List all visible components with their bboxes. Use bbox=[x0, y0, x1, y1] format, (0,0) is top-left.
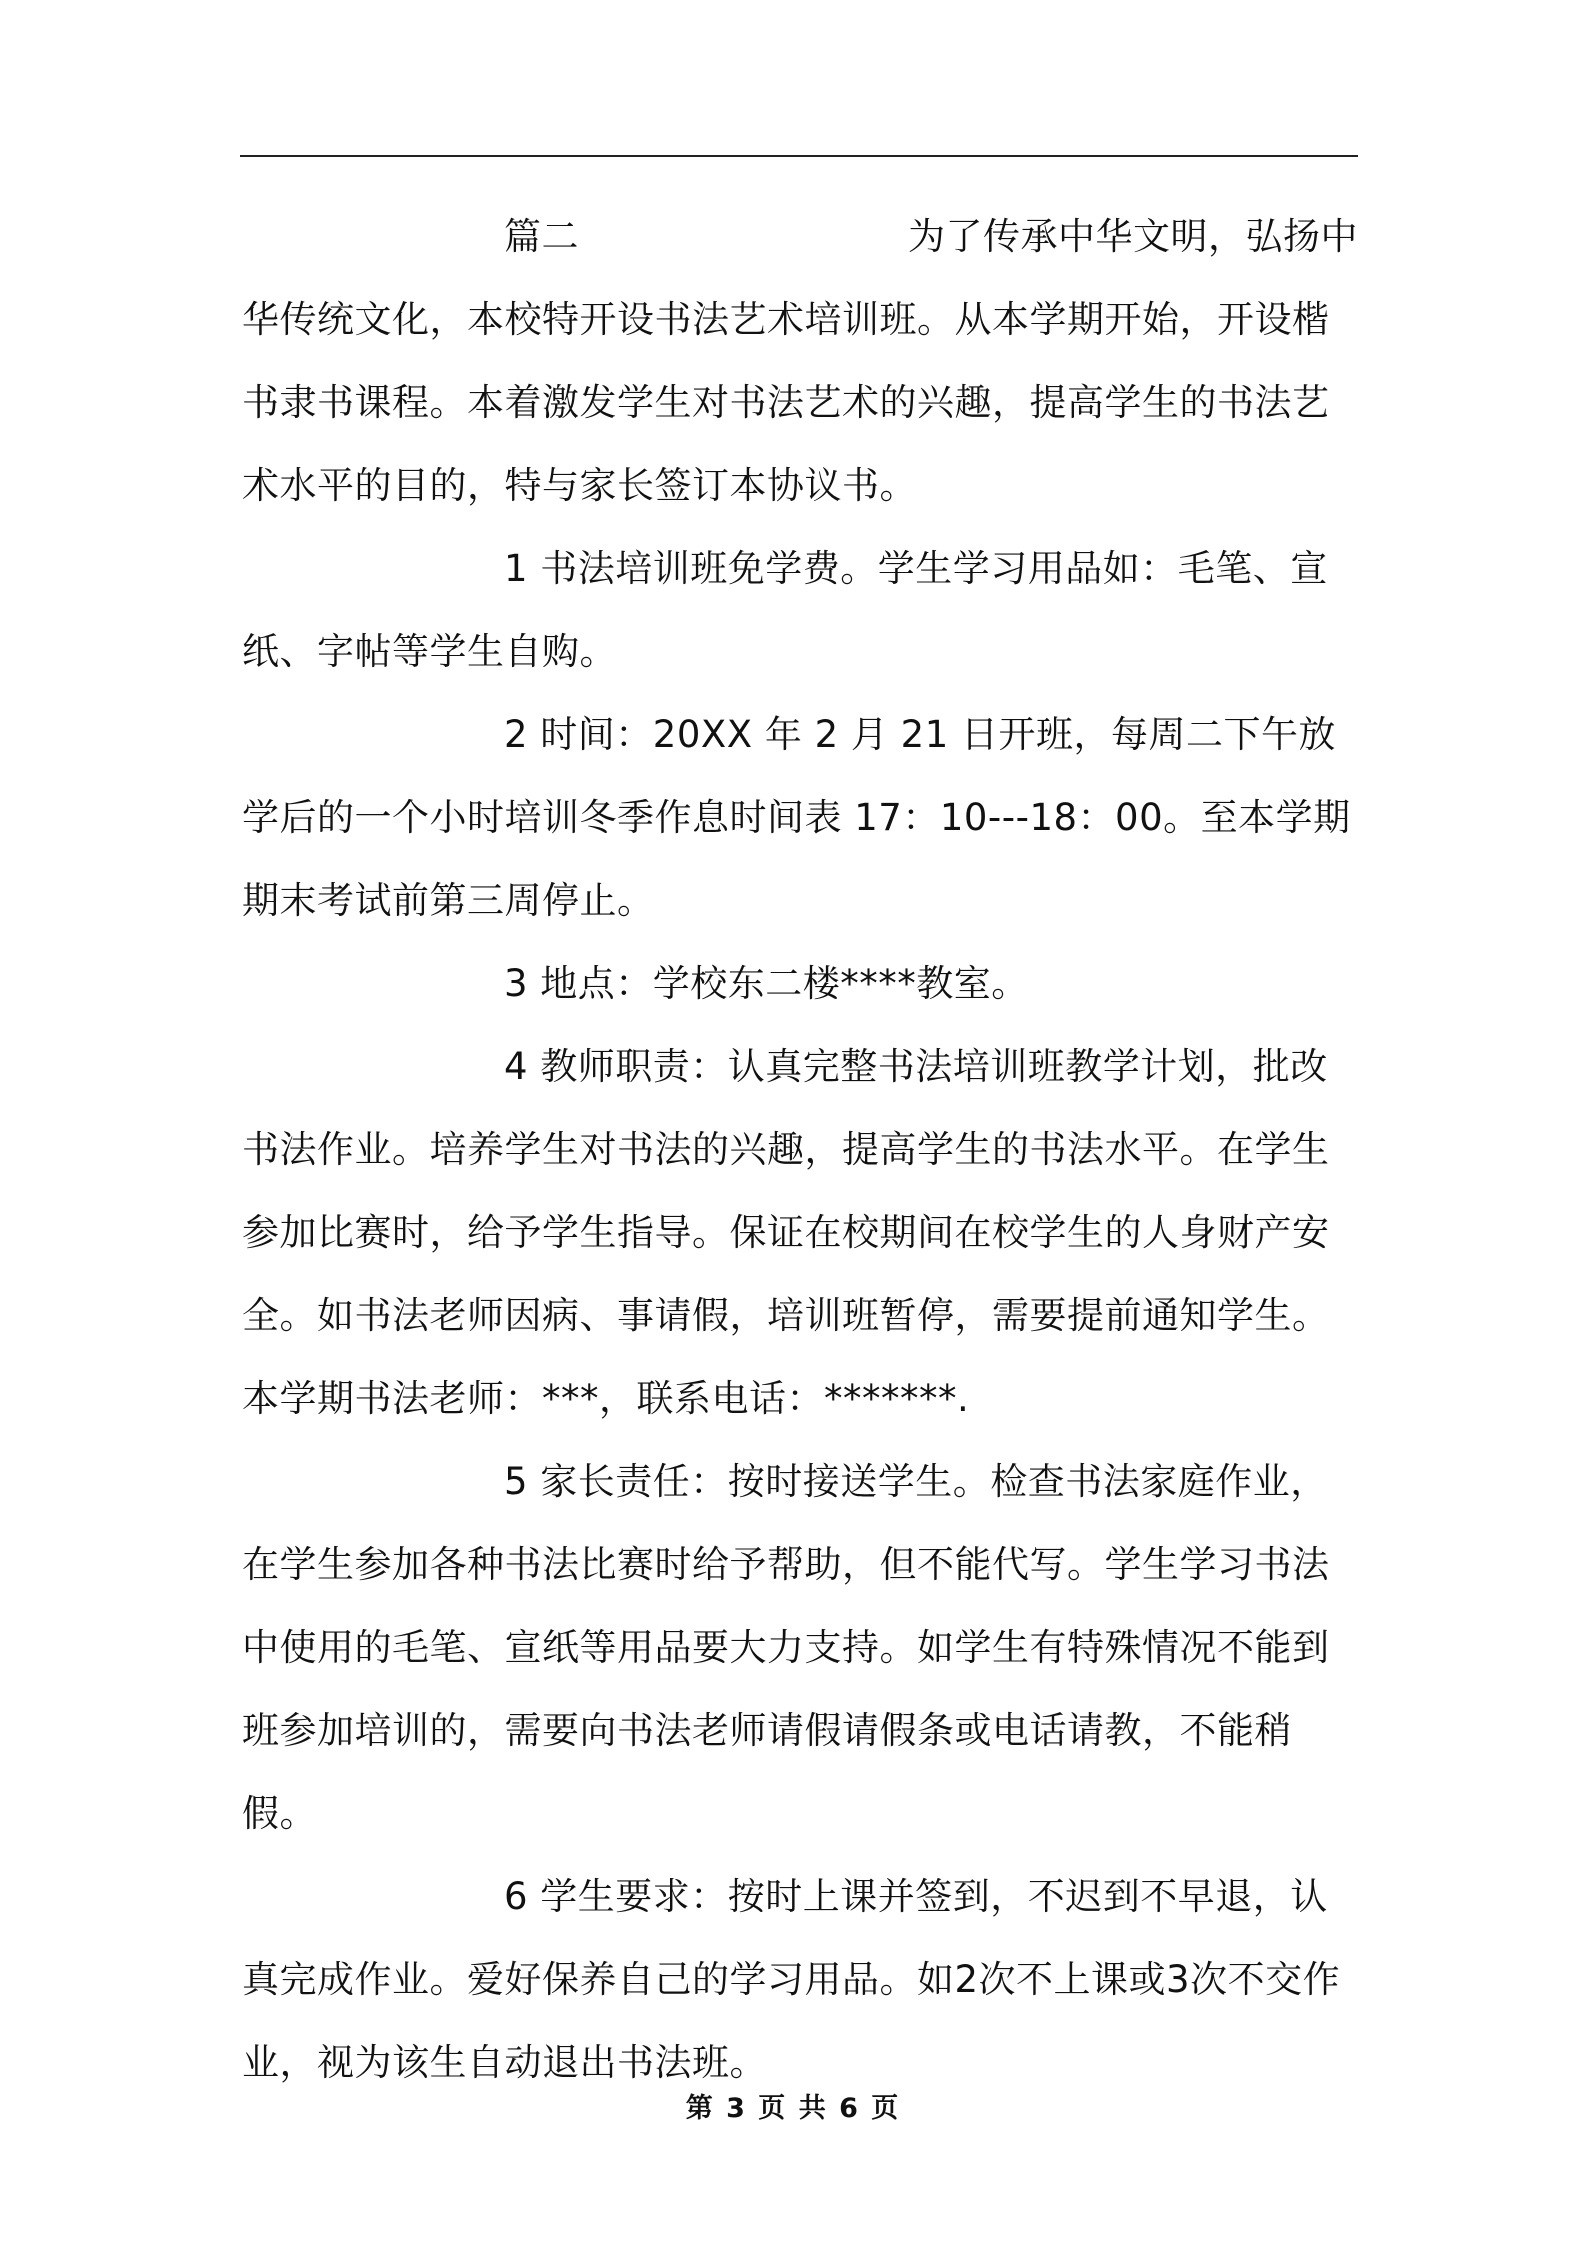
intro-first-line bbox=[242, 195, 1358, 278]
section-label: 篇二 bbox=[504, 215, 579, 258]
item-3-paragraph: 3 地点：学校东二楼****教室。 bbox=[504, 962, 1029, 1005]
intro-lead-text: 为了传承中华文明，弘扬中 bbox=[908, 215, 1358, 258]
page-number-footer: 第 3 页 共 6 页 bbox=[685, 2093, 901, 2124]
document-body bbox=[242, 195, 1358, 2104]
item-1-paragraph: 1 书法培训班免学费。学生学习用品如：毛笔、宣纸、字帖等学生自购。 bbox=[242, 547, 1328, 673]
item-6-paragraph: 6 学生要求：按时上课并签到，不迟到不早退，认真完成作业。爱好保养自己的学习用品。如2次不上课或3次不交作业，视为该生自动退出书法班。 bbox=[242, 1875, 1341, 2084]
item-5-paragraph: 5 家长责任：按时接送学生。检查书法家庭作业，在学生参加各种书法比赛时给予帮助，但不能代写。学生学习书法中使用的毛笔、宣纸等用品要大力支持。如学生有特殊情况不能到班参加培训的，需要向书法老师请假请假条或电话请教，不能稍假。 bbox=[242, 1460, 1330, 1835]
item-4-paragraph: 4 教师职责：认真完整书法培训班教学计划，批改书法作业。培养学生对书法的兴趣，提高学生的书法水平。在学生参加比赛时，给予学生指导。保证在校期间在校学生的人身财产安全。如书法老师因病、事请假，培训班暂停，需要提前通知学生。本学期书法老师：***，联系电话：*******. bbox=[242, 1045, 1330, 1420]
header-rule bbox=[240, 155, 1358, 157]
item-2-paragraph: 2 时间：20XX 年 2 月 21 日开班，每周二下午放学后的一个小时培训冬季作息时间表 17：10---18：00。至本学期期末考试前第三周停止。 bbox=[242, 713, 1351, 922]
intro-paragraph: 华传统文化，本校特开设书法艺术培训班。从本学期开始，开设楷书隶书课程。本着激发学生对书法艺术的兴趣，提高学生的书法艺术水平的目的，特与家长签订本协议书。 bbox=[242, 298, 1330, 507]
